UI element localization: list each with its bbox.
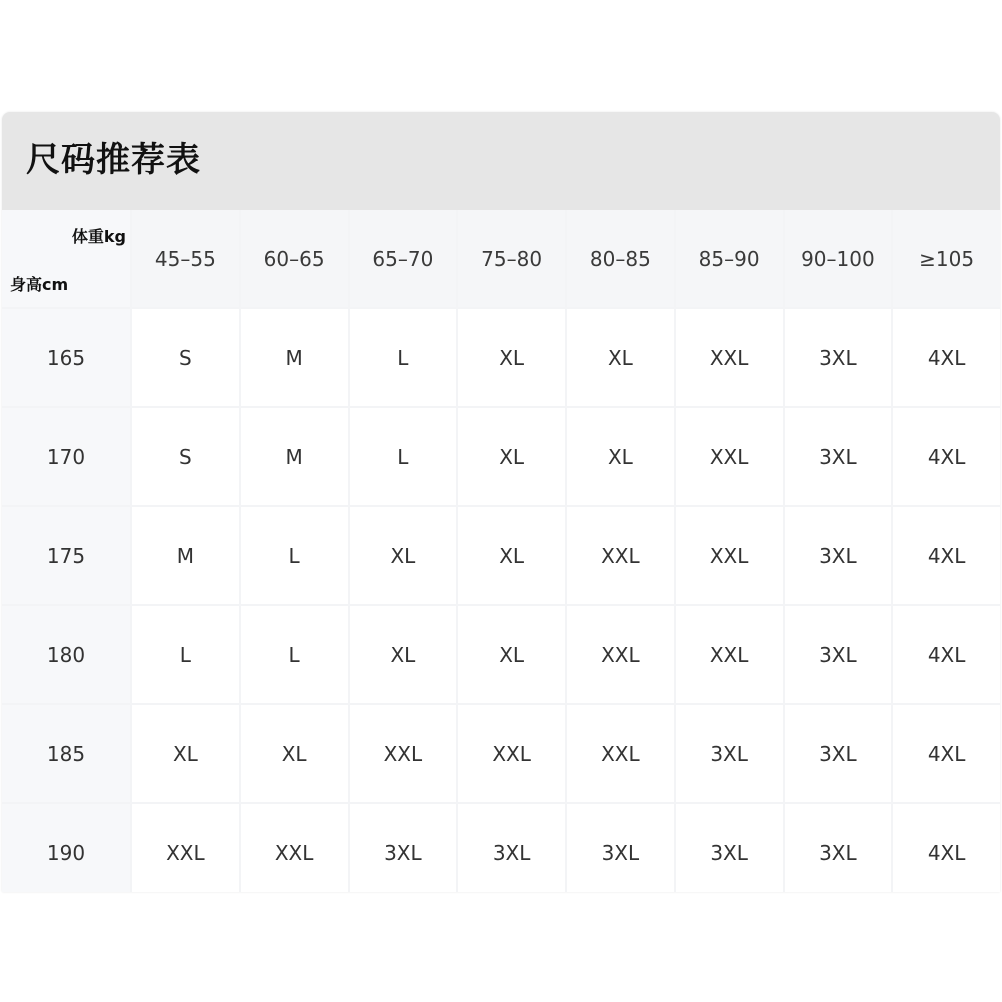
size-chart-card — [2, 112, 1000, 892]
size-cell: 3XL — [785, 507, 892, 604]
height-row-header: 175 — [2, 507, 130, 604]
size-cell: XXL — [676, 507, 783, 604]
size-cell: 4XL — [893, 705, 1000, 802]
size-cell: 3XL — [676, 705, 783, 802]
weight-header-cell: 60–65 — [241, 210, 348, 307]
size-cell: XXL — [567, 705, 674, 802]
size-cell: 3XL — [785, 309, 892, 406]
size-cell: XL — [350, 507, 457, 604]
weight-header-cell: 75–80 — [458, 210, 565, 307]
size-cell: XXL — [567, 507, 674, 604]
size-cell: 4XL — [893, 606, 1000, 703]
size-cell: L — [132, 606, 239, 703]
size-cell: M — [241, 309, 348, 406]
size-cell: 4XL — [893, 408, 1000, 505]
size-cell: L — [350, 309, 457, 406]
size-cell: L — [241, 507, 348, 604]
height-row-header: 170 — [2, 408, 130, 505]
page-title: 尺码推荐表 — [26, 140, 201, 180]
size-table — [2, 210, 1000, 892]
height-row-header: 180 — [2, 606, 130, 703]
size-cell: XXL — [132, 804, 239, 892]
size-cell: XXL — [350, 705, 457, 802]
size-cell: 3XL — [785, 606, 892, 703]
size-cell: 4XL — [893, 309, 1000, 406]
size-cell: XL — [132, 705, 239, 802]
height-row-header: 185 — [2, 705, 130, 802]
size-cell: 4XL — [893, 507, 1000, 604]
size-cell: S — [132, 408, 239, 505]
size-cell: 4XL — [893, 804, 1000, 892]
size-cell: 3XL — [676, 804, 783, 892]
size-cell: M — [132, 507, 239, 604]
weight-header-cell: 85–90 — [676, 210, 783, 307]
size-cell: XXL — [458, 705, 565, 802]
size-cell: 3XL — [785, 705, 892, 802]
weight-header-cell: 80–85 — [567, 210, 674, 307]
size-cell: XXL — [567, 606, 674, 703]
size-cell: 3XL — [785, 408, 892, 505]
weight-header-cell: 90–100 — [785, 210, 892, 307]
weight-axis-label: 体重kg — [71, 227, 126, 246]
size-cell: XXL — [676, 309, 783, 406]
size-cell: XXL — [676, 606, 783, 703]
size-cell: XL — [567, 309, 674, 406]
height-axis-label: 身高cm — [10, 275, 69, 294]
title-bar — [2, 112, 1000, 210]
size-cell: 3XL — [567, 804, 674, 892]
size-cell: 3XL — [785, 804, 892, 892]
size-cell: XL — [458, 507, 565, 604]
weight-header-cell: 45–55 — [132, 210, 239, 307]
height-row-header: 190 — [2, 804, 130, 892]
size-cell: L — [350, 408, 457, 505]
size-cell: XL — [241, 705, 348, 802]
size-cell: XL — [458, 309, 565, 406]
size-cell: XL — [458, 408, 565, 505]
size-cell: XXL — [676, 408, 783, 505]
size-cell: M — [241, 408, 348, 505]
size-cell: XXL — [241, 804, 348, 892]
weight-header-cell: ≥105 — [893, 210, 1000, 307]
size-cell: XL — [567, 408, 674, 505]
weight-header-cell: 65–70 — [350, 210, 457, 307]
table-corner-header — [2, 210, 130, 307]
size-cell: XL — [350, 606, 457, 703]
size-cell: S — [132, 309, 239, 406]
size-cell: 3XL — [458, 804, 565, 892]
height-row-header: 165 — [2, 309, 130, 406]
size-cell: 3XL — [350, 804, 457, 892]
size-cell: XL — [458, 606, 565, 703]
size-cell: L — [241, 606, 348, 703]
